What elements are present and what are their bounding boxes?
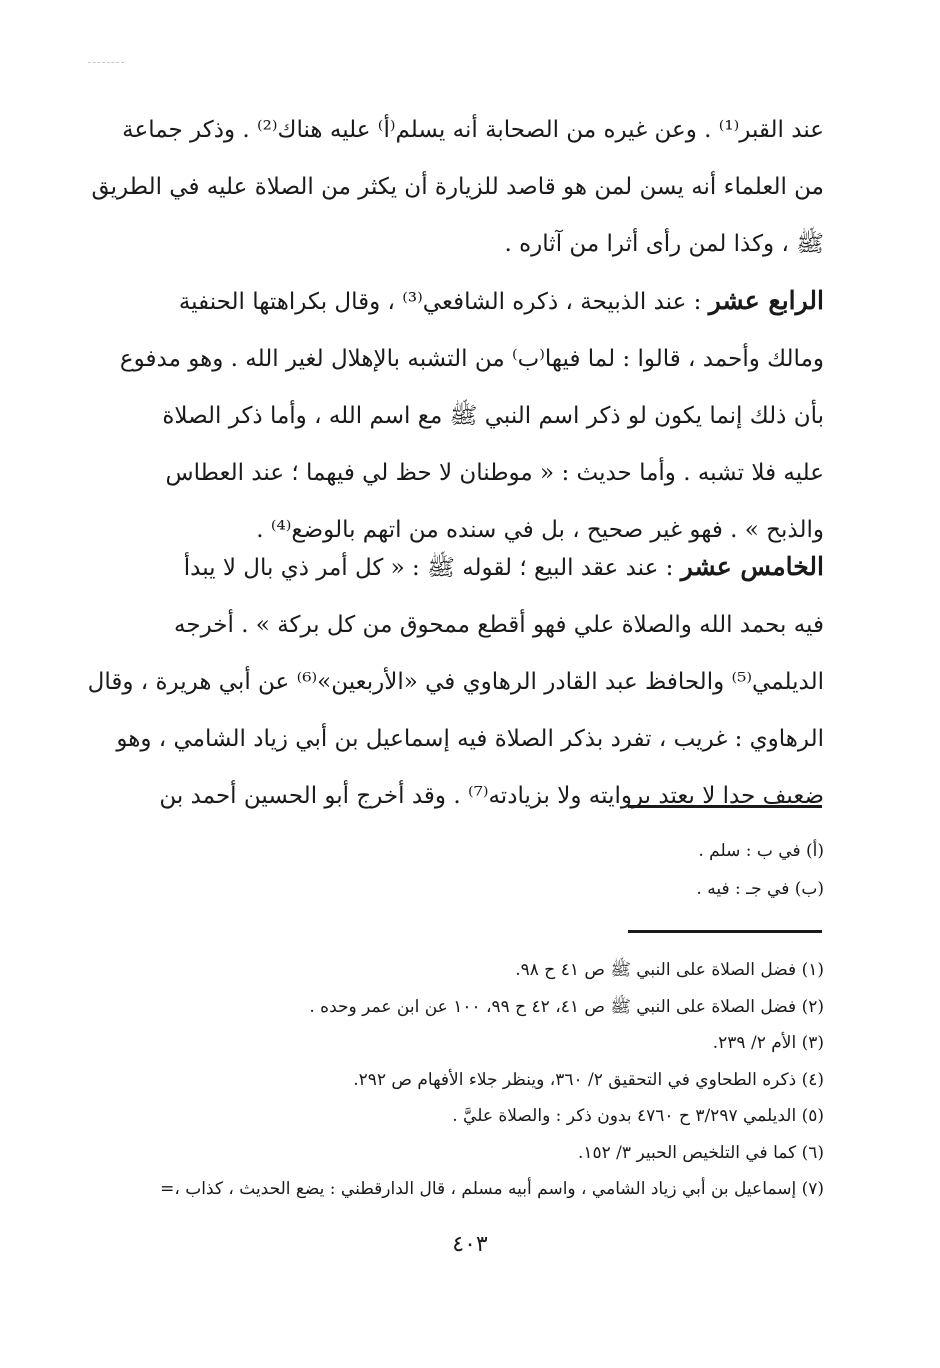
footnote-item: (٧) إسماعيل بن أبي زياد الشامي ، واسم أبيه مسلم ، قال الدارقطني : يضع الحديث ، كذاب ،= bbox=[160, 1179, 824, 1199]
paragraph-line: ضعيف جدا لا يعتد بروايته ولا بزيادته⁽⁷⁾ . وقد أخرج أبو الحسين أحمد بن bbox=[159, 783, 824, 809]
paragraph-line: بأن ذلك إنما يكون لو ذكر اسم النبي ﷺ مع اسم الله ، وأما ذكر الصلاة bbox=[162, 403, 824, 429]
paragraph-line: ﷺ ، وكذا لمن رأى أثرا من آثاره . bbox=[504, 231, 824, 257]
variant-note: (أ) في ب : سلم . bbox=[698, 841, 824, 861]
paragraph-line-text: : عند الذبيحة ، ذكره الشافعي⁽³⁾ ، وقال بكراهتها الحنفية bbox=[178, 289, 702, 315]
variant-notes bbox=[160, 832, 824, 908]
paragraph-line: عليه فلا تشبه . وأما حديث : « موطنان لا حظ لي فيهما ؛ عند العطاس bbox=[165, 460, 824, 486]
footnote-item: (٢) فضل الصلاة على النبي ﷺ ص ٤١، ٤٢ ح ٩٩، ١٠٠ عن ابن عمر وحده . bbox=[309, 996, 824, 1017]
paragraph-line: ومالك وأحمد ، قالوا : لما فيها⁽ب⁾ من التشبه بالإهلال لغير الله . وهو مدفوع bbox=[119, 346, 824, 372]
footnote-divider-bottom bbox=[628, 930, 822, 933]
paragraph-line: عند القبر⁽¹⁾ . وعن غيره من الصحابة أنه يسلم⁽أ⁾ عليه هناك⁽²⁾ . وذكر جماعة bbox=[122, 117, 824, 143]
paragraph-line: الديلمي⁽⁵⁾ والحافظ عبد القادر الرهاوي في «الأربعين»⁽⁶⁾ عن أبي هريرة ، وقال bbox=[87, 669, 824, 695]
paragraph-line: الرهاوي : غريب ، تفرد بذكر الصلاة فيه إسماعيل بن أبي زياد الشامي ، وهو bbox=[116, 726, 824, 752]
paragraph-line: والذبح » . فهو غير صحيح ، بل في سنده من اتهم بالوضع⁽⁴⁾ . bbox=[256, 517, 824, 543]
numbered-footnotes bbox=[160, 952, 824, 1208]
section-heading-fifteenth: الخامس عشر bbox=[680, 552, 824, 581]
paragraph-1 bbox=[91, 102, 824, 273]
variant-note: (ب) في جـ : فيه . bbox=[696, 879, 824, 899]
footnote-item: (٦) كما في التلخيص الحبير ٣/ ١٥٢. bbox=[577, 1142, 824, 1163]
page-number: ٤٠٣ bbox=[452, 1232, 488, 1257]
footnote-item: (٤) ذكره الطحاوي في التحقيق ٢/ ٣٦٠، وينظر جلاء الأفهام ص ٢٩٢. bbox=[353, 1069, 824, 1090]
footnote-item: (١) فضل الصلاة على النبي ﷺ ص ٤١ ح ٩٨. bbox=[515, 960, 824, 980]
paragraph-line: فيه بحمد الله والصلاة علي فهو أقطع ممحوق من كل بركة » . أخرجه bbox=[174, 612, 824, 638]
footnote-item: (٥) الديلمي ٣/٢٩٧ ح ٤٧٦٠ بدون ذكر : والصلاة عليَّ . bbox=[452, 1106, 824, 1126]
paragraph-line: من العلماء أنه يسن لمن هو قاصد للزيارة أن يكثر من الصلاة عليه في الطريق bbox=[91, 174, 824, 200]
paragraph-first-line bbox=[160, 272, 824, 331]
paragraph-2 bbox=[119, 272, 824, 559]
footnote-divider-top bbox=[628, 805, 822, 808]
paragraph-line-text: : عند عقد البيع ؛ لقوله ﷺ : « كل أمر ذي بال لا يبدأ bbox=[183, 555, 674, 581]
paragraph-3 bbox=[87, 538, 824, 825]
scan-corner-mark bbox=[88, 62, 124, 63]
section-heading-fourteenth: الرابع عشر bbox=[708, 286, 824, 315]
footnote-item: (٣) الأم ٢/ ٢٣٩. bbox=[712, 1033, 824, 1053]
paragraph-first-line bbox=[160, 538, 824, 597]
